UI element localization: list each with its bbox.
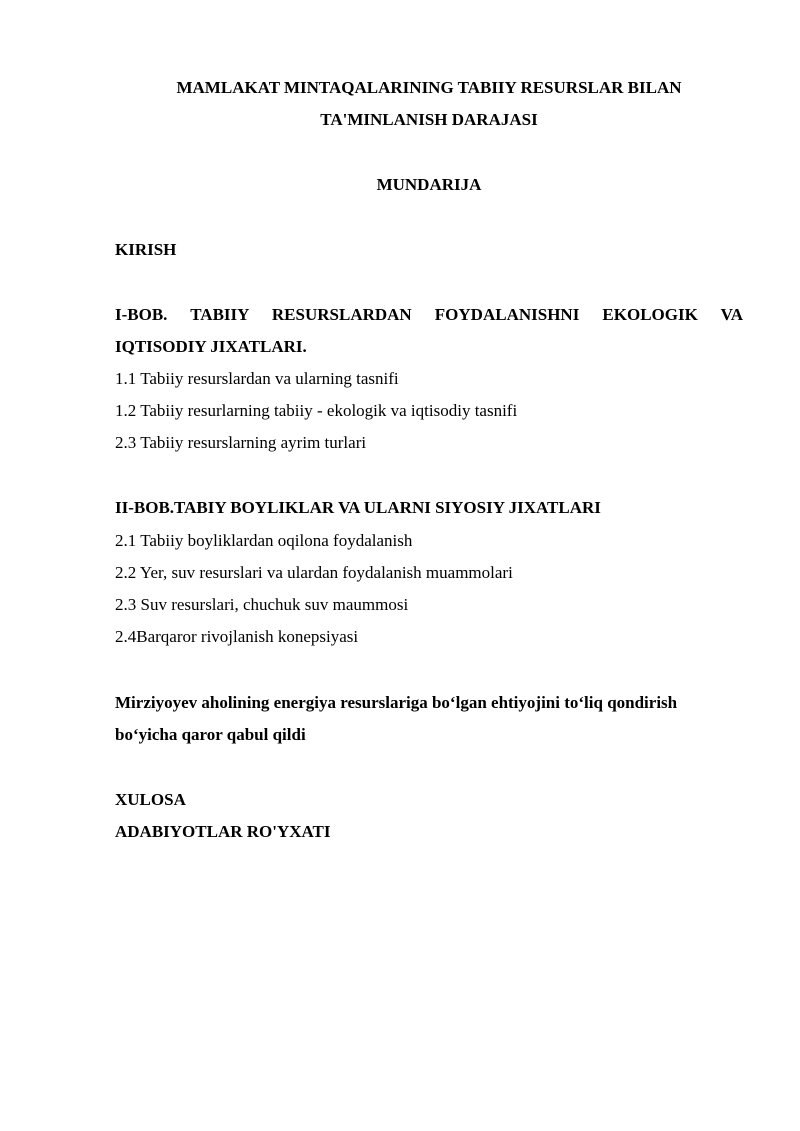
references-heading: ADABIYOTLAR RO'YXATI [115,822,331,841]
contents-heading: MUNDARIJA [376,175,482,194]
chapter2-item: 2.3 Suv resurslari, chuchuk suv maummosi [115,595,409,614]
chapter2-item: 2.2 Yer, suv resurslari va ulardan foydalanish muammolari [115,563,513,582]
chapter1-item: 2.3 Tabiiy resurslarning ayrim turlari [115,433,367,452]
chapter2-heading: II-BOB.TABIY BOYLIKLAR VA ULARNI SIYOSIY JIXATLARI [115,498,601,517]
special-section-line-2: bo‘yicha qaror qabul qildi [115,725,306,744]
chapter1-item: 1.1 Tabiiy resurslardan va ularning tasnifi [115,369,399,388]
conclusion-heading: XULOSA [115,790,186,809]
document-title-line-2: TA'MINLANISH DARAJASI [320,110,538,129]
chapter2-item: 2.4Barqaror rivojlanish konepsiyasi [115,627,359,646]
chapter1-heading-line-2: IQTISODIY JIXATLARI. [115,337,307,356]
special-section-line-1: Mirziyoyev aholining energiya resurslariga bo‘lgan ehtiyojini to‘liq qondirish [115,693,678,712]
intro-heading: KIRISH [115,240,177,259]
chapter1-item: 1.2 Tabiiy resurlarning tabiiy - ekologik va iqtisodiy tasnifi [115,401,518,420]
chapter2-item: 2.1 Tabiiy boyliklardan oqilona foydalanish [115,531,413,550]
document-title-line-1: MAMLAKAT MINTAQALARINING TABIIY RESURSLAR BILAN [176,78,682,97]
chapter1-heading-line-1: I-BOB. TABIIY RESURSLARDAN FOYDALANISHNI EKOLOGIK VA [115,305,743,324]
